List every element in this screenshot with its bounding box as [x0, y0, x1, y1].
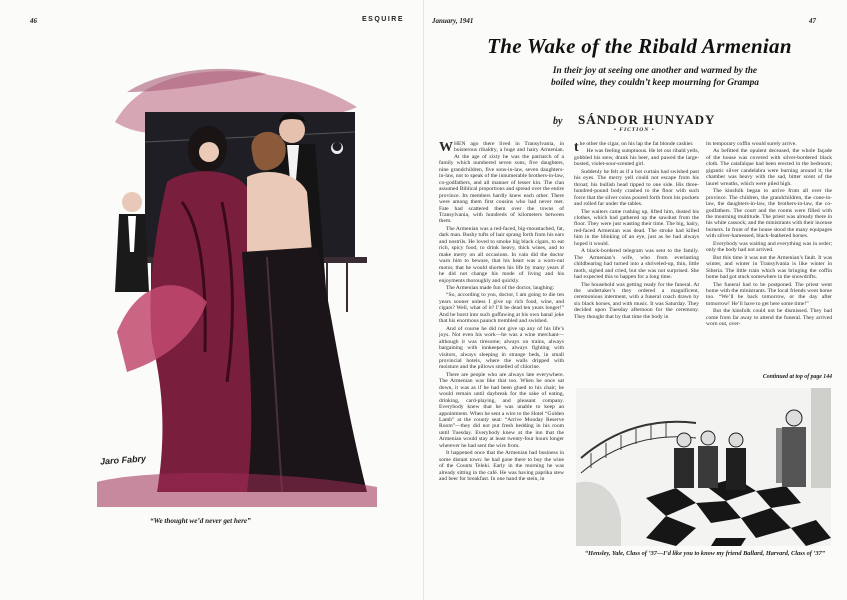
paragraph: Everybody was waiting and everything was in order; only the body had not arrived.	[706, 240, 832, 254]
article-dek: In their joy at seeing one another and warmed by the boiled wine, they couldn’t keep mourning for Grampa	[551, 66, 759, 88]
body-column-3	[706, 141, 832, 372]
page-number-left: 46	[30, 17, 37, 25]
page-gutter	[423, 0, 424, 600]
section-kicker: • FICTION •	[614, 127, 655, 133]
body-column-1	[439, 141, 564, 571]
artist-signature: Jaro Fabry	[99, 453, 147, 467]
paragraph: The kinsfolk began to arrive from all over the province. The children, the grandchildren, the cone-in-law, the daughters-in-law, the brothers-in-law, the co-godfathers. The court and the rooms were filled with the mourning multitude. The priest was already there in his white cassock; and the ministrants with their incense burners. In front of the house stood the many equipages with silver-harnessed, black-feathered horses.	[706, 188, 832, 240]
cartoon-illustration	[576, 388, 831, 546]
running-head: ESQUIRE	[362, 16, 405, 23]
paragraph: Suddenly he felt as if a hot curtain had swished past his eyes. The merry yell could not escape from his throat; his bullish head tipped to one side. His three-hundred-pound body crashed to the floor with such force that the silver coins poured forth from his pockets and rolled far under the tables.	[574, 168, 699, 208]
paragraph: “So, according to you, doctor, I am going to die ten years sooner unless I give up rich food, wine, and cigars? Well, what of it? I’ll be dead ten years longer!” And he burst into such guffawing at his own banal joke that his enormous paunch trembled and swished.	[439, 292, 564, 325]
paragraph: As befitted the opulent deceased, the whole façade of the house was covered with silver-bordered black cloth. The catafalque had been erected in the bedroom; gigantic silver candelabra were burning around it; the chamber was heavy with the sad, bitter scent of the laurel wreaths, which were piled high.	[706, 148, 832, 187]
author-name: SÁNDOR HUNYADY	[578, 112, 716, 127]
paragraph: The household was getting ready for the funeral. At the undertaker’s they ordered a magnificent, ceremonious interment, with a funeral coach drawn by six black horses, and with music. It was Saturday. They decided upon Tuesday afternoon for the ceremony. They thought that by that time the body in	[574, 281, 699, 320]
cartoon-caption: “Hensley, Yale, Class of ’37—I’d like you to know my friend Ballard, Harvard, Class of ’37”	[585, 550, 825, 557]
page-number-right: 47	[809, 17, 816, 25]
paragraph: its temporary coffin would surely arrive.	[706, 141, 797, 147]
paragraph: But this time it was not the Armenian’s fault. It was winter, and winter in Transylvania is like winter in Siberia. The little train which was bringing the coffin home had got stuck somewhere in the snowdrifts.	[706, 254, 832, 281]
paragraph: It happened once that the Armenian had business in some distant town: he had gone there to buy the wine of the Counts Teleki. Early in the morning he was already sitting in the café. He was having paprika stew and beer for breakfast. In one hand the stein, in	[439, 450, 564, 483]
paragraph: But the kinsfolk could not be dismissed. They had come from far away to attend the funeral. They arrived worn out, over-	[706, 308, 832, 328]
paragraph: There are people who are always late everywhere. The Armenian was like that too. When he once sat down, it was as if he had been glued to his chair; he would remain until daybreak for the sake of eating, drinking, card-playing, and pleasant company. Everybody knew that he was unable to keep an appointment. When he sent a wire to the Hotel “Golden Lamb” at the county seat: “Arrive Monday Reserve Room”—they did not put fresh bedding in his room until Tuesday. Everybody knew at the inn that the Armenian would stay at least twenty-four hours longer wherever he had sent the wire from.	[439, 371, 564, 449]
paragraph: WHEN ago there lived in Transylvania, in boisterous ribaldry, a huge and hairy Armenian. At the age of sixty he was the patriarch of a family which numbered seven sons, five daughters, nine grandchildren, five sons-in-law, seven daughters-in-law, not to speak of the innumerable brothers-in-law, co-godfathers, and all manner of lesser kin. The clan assumed Biblical proportions and spread over the entire province. Its members hardly knew each other. There were among them first cousins who had never met. Fate had scattered them over the towns of Transylvania, with hundreds of kilometers between them.	[439, 141, 564, 225]
paragraph: The waiters came rushing up, lifted him, dusted his clothes, which had gathered up the sawdust from the floor. They were just wasting their time. The big, hairy, red-faced Armenian was dead. The stroke had killed him in the blinking of an eye, just as he had always hoped it would.	[574, 208, 699, 247]
body-column-2	[574, 141, 699, 379]
paragraph: The Armenian was a red-faced, big-moustached, fat, dark man. Bushy tufts of hair sprang forth from his ears and nostrils. He loved to smoke big black cigars, to eat rich, spicy food, to drink heavy, thick wines, and to make merry on all occasions. In vain did the doctor warn him to beware, that his heart was a worn-out motor, that he would shorten his life by many years if he did not change his mode of living and his enjoyments thoroughly and quickly.	[439, 225, 564, 284]
paragraph: the other the cigar, on his lap the fat blonde cashier.	[574, 141, 694, 155]
paragraph: And of course he did not give up any of his life’s joys. Not even his work—he was a wine merchant—although it was tiresome; always on trains, always bargaining with innkeepers, always fighting with visitors, always sleeping in strange beds, in small provincial hotels, where the walls dripped with moisture and the pillows smelled of chlorine.	[439, 325, 564, 371]
paragraph: A black-bordered telegram was sent to the family. The Armenian’s wife, who from everlasting childbearing had turned into a shriveled-up, thin, little moth, sighed and cried, but she was not surprised. She had expected this to happen for a long time.	[574, 248, 699, 281]
illustration-caption: “We thought we’d never get here”	[150, 517, 251, 525]
paragraph: The Armenian made fun of the doctor, laughing:	[446, 284, 555, 291]
paragraph: The funeral had to be postponed. The priest went home with the ministrants. The local friends went home too. “We’ll be back tomorrow, or the day after tomorrow! He’ll have to get here some time!”	[706, 281, 832, 307]
byline-prefix: by	[553, 116, 563, 127]
story-illustration	[97, 52, 377, 507]
issue-date: January, 1941	[432, 17, 474, 25]
continued-line: Continued at top of page 144	[762, 374, 832, 380]
article-title: The Wake of the Ribald Armenian	[487, 34, 792, 58]
paragraph: He was feeling sumptuous. He let out ribald yells, gobbled his stew, drank his beer, and pawed the large-busted, violet-sour-scented girl.	[574, 148, 699, 168]
